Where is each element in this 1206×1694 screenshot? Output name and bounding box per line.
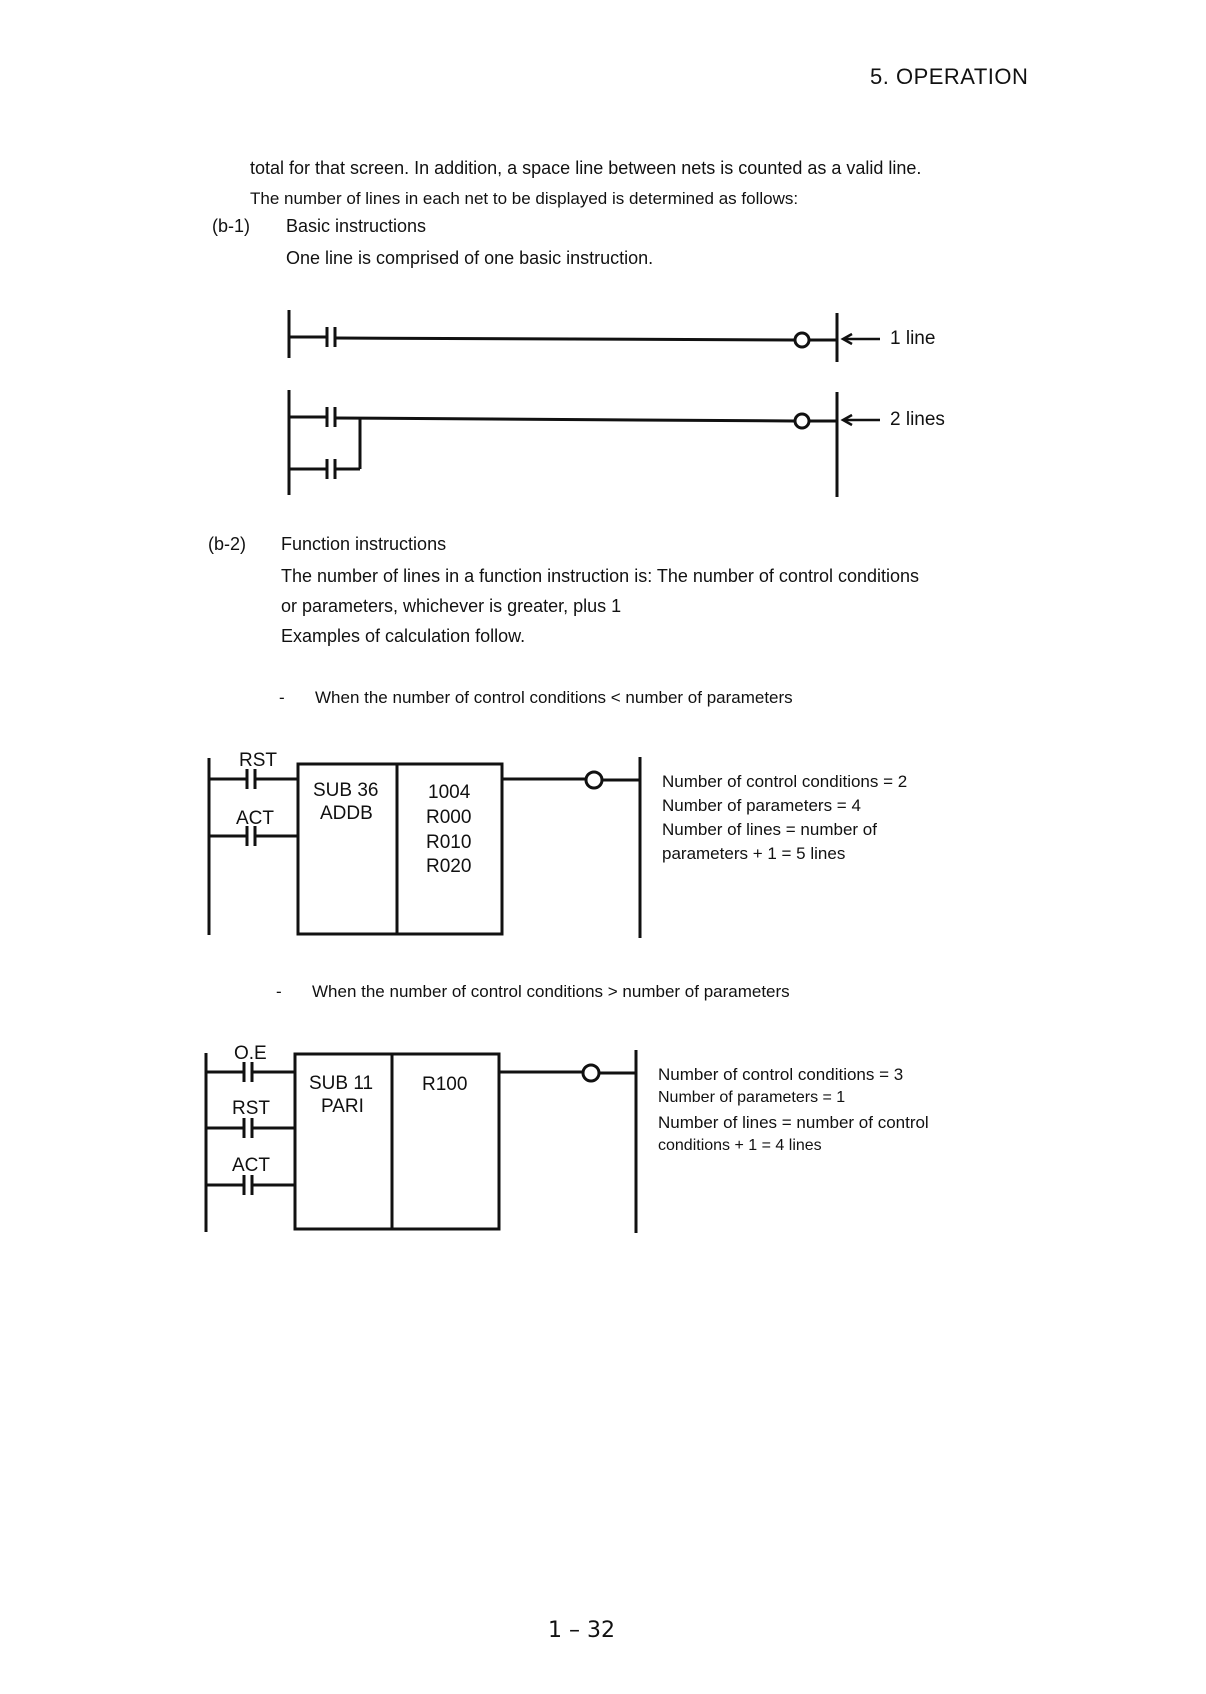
- contact-label: O.E: [234, 1043, 267, 1064]
- example1-heading: When the number of control conditions < number of parameters: [315, 688, 793, 707]
- b1-description: One line is comprised of one basic instruction.: [286, 248, 654, 268]
- section-header: 5. OPERATION: [870, 64, 1029, 89]
- b1-title: Basic instructions: [286, 216, 427, 236]
- example1-note: Number of control conditions = 2: [662, 772, 908, 791]
- b2-marker: (b-2): [208, 534, 247, 554]
- intro-line-1: total for that screen. In addition, a space line between nets is counted as a valid line.: [250, 158, 922, 178]
- label-two-lines: 2 lines: [890, 409, 945, 430]
- parameter: R020: [426, 856, 472, 877]
- b2-description-2: or parameters, whichever is greater, plus 1: [281, 596, 622, 616]
- basic-net-two-lines: [289, 390, 880, 497]
- parameter: R000: [426, 807, 472, 828]
- example1-note: Number of lines = number of: [662, 820, 877, 839]
- parameter: 1004: [428, 782, 471, 803]
- function-name: SUB 36: [313, 780, 379, 801]
- parameter: R100: [422, 1074, 468, 1095]
- example2-note: Number of control conditions = 3: [658, 1065, 904, 1084]
- example1-note: Number of parameters = 4: [662, 796, 861, 815]
- example2-note: Number of lines = number of control: [658, 1113, 929, 1132]
- parameter: R010: [426, 832, 472, 853]
- basic-net-one-line: [289, 310, 880, 362]
- intro-line-2: The number of lines in each net to be displayed is determined as follows:: [250, 189, 799, 208]
- example2-note: Number of parameters = 1: [658, 1089, 846, 1106]
- example1-note: parameters + 1 = 5 lines: [662, 844, 846, 863]
- example2-heading: When the number of control conditions > number of parameters: [312, 982, 790, 1001]
- label-one-line: 1 line: [890, 328, 936, 349]
- page-number: 1 – 32: [548, 1618, 615, 1643]
- b2-description-1: The number of lines in a function instruction is: The number of control conditions: [281, 566, 920, 586]
- function-code: PARI: [321, 1096, 364, 1117]
- function-code: ADDB: [320, 803, 373, 824]
- contact-label: RST: [232, 1098, 270, 1119]
- example2-note: conditions + 1 = 4 lines: [658, 1137, 822, 1154]
- b2-description-3: Examples of calculation follow.: [281, 626, 526, 646]
- example2-bullet: -: [276, 982, 282, 1001]
- b1-marker: (b-1): [212, 216, 251, 236]
- b2-title: Function instructions: [281, 534, 447, 554]
- coil-icon: [795, 333, 809, 347]
- contact-label: ACT: [232, 1155, 270, 1176]
- function-net-example-2: [206, 1050, 636, 1233]
- contact-label: ACT: [236, 808, 274, 829]
- example1-bullet: -: [279, 688, 285, 707]
- function-net-example-1: [209, 757, 640, 938]
- contact-label: RST: [239, 750, 277, 771]
- function-name: SUB 11: [309, 1073, 374, 1094]
